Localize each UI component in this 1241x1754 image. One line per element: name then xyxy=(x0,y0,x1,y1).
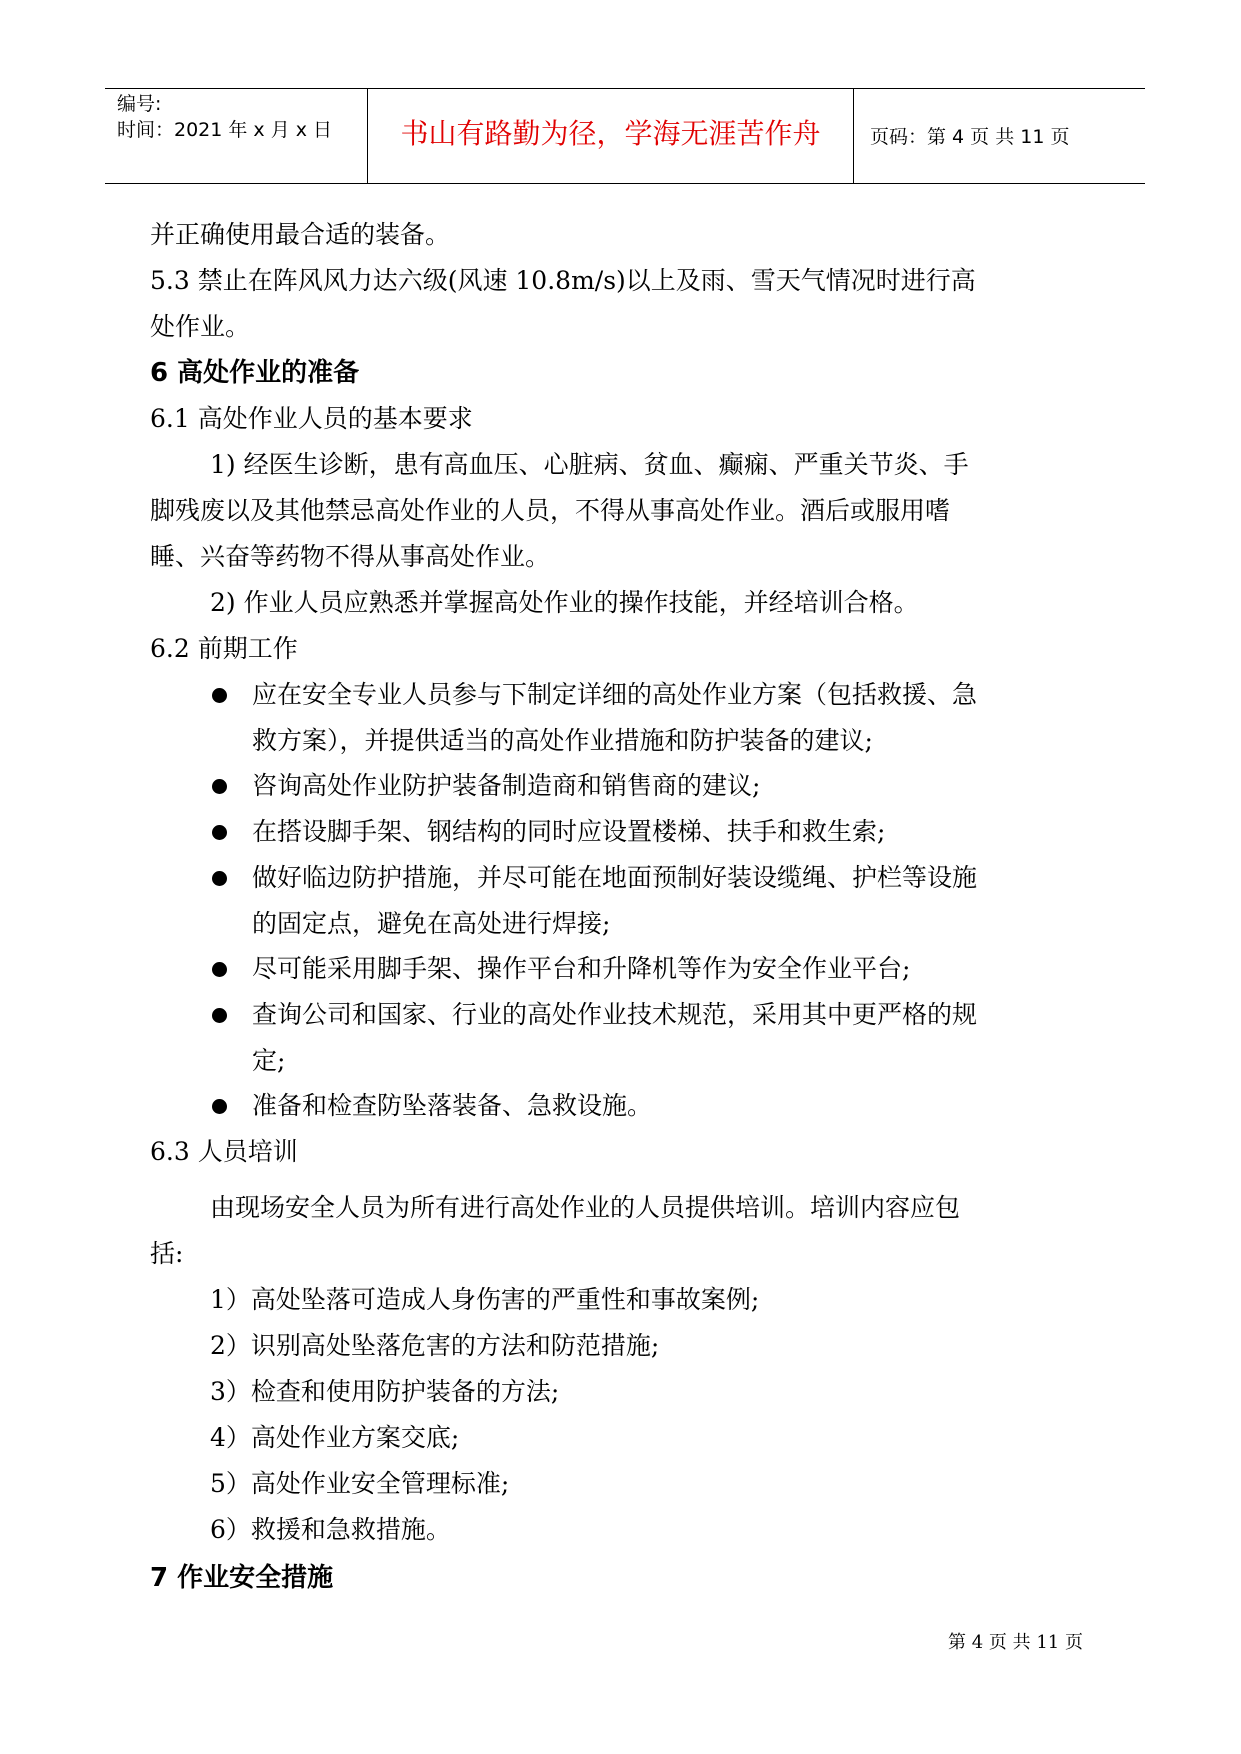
text-line: 脚残废以及其他禁忌高处作业的人员，不得从事高处作业。酒后或服用嗜 xyxy=(150,496,951,525)
list-item: 在搭设脚手架、钢结构的同时应设置楼梯、扶手和救生索; xyxy=(252,817,886,846)
bullet-icon xyxy=(212,688,227,703)
list-item: 做好临边防护措施，并尽可能在地面预制好装设缆绳、护栏等设施 xyxy=(252,863,978,892)
list-item: 咨询高处作业防护装备制造商和销售商的建议; xyxy=(252,771,761,800)
bullet-icon xyxy=(212,871,227,886)
text-line: 处作业。 xyxy=(150,312,251,341)
document-number-label: 编号: xyxy=(117,93,162,115)
list-item: 2）识别高处坠落危害的方法和防范措施; xyxy=(210,1331,660,1360)
document-time-label: 时间：2021 年 x 月 x 日 xyxy=(117,119,333,141)
text-line: 5.3 禁止在阵风风力达六级(风速 10.8m/s)以上及雨、雪天气情况时进行高 xyxy=(150,266,976,295)
page-footer-number: 第 4 页 共 11 页 xyxy=(948,1632,1083,1653)
list-item: 3）检查和使用防护装备的方法; xyxy=(210,1377,560,1406)
list-item: 准备和检查防坠落装备、急救设施。 xyxy=(252,1091,653,1120)
bullet-icon xyxy=(212,962,227,977)
list-item: 定; xyxy=(252,1046,286,1075)
text-line: 2) 作业人员应熟悉并掌握高处作业的操作技能，并经培训合格。 xyxy=(210,588,919,617)
list-item: 4）高处作业方案交底; xyxy=(210,1423,460,1452)
list-item: 应在安全专业人员参与下制定详细的高处作业方案（包括救援、急 xyxy=(252,680,978,709)
section-heading-6: 6 高处作业的准备 xyxy=(150,358,360,388)
text-line: 括: xyxy=(150,1239,184,1268)
header-right-cell xyxy=(854,89,1145,183)
subsection-heading-6-1: 6.1 高处作业人员的基本要求 xyxy=(150,404,473,433)
list-item: 救方案），并提供适当的高处作业措施和防护装备的建议; xyxy=(252,726,873,755)
header-motto: 书山有路勤为径，学海无涯苦作舟 xyxy=(400,117,821,150)
bullet-icon xyxy=(212,779,227,794)
text-line: 由现场安全人员为所有进行高处作业的人员提供培训。培训内容应包 xyxy=(210,1193,961,1222)
text-line: 并正确使用最合适的装备。 xyxy=(150,220,451,249)
text-line: 1) 经医生诊断，患有高血压、心脏病、贫血、癫痫、严重关节炎、手 xyxy=(210,450,969,479)
text-line: 睡、兴奋等药物不得从事高处作业。 xyxy=(150,542,551,571)
bullet-icon xyxy=(212,1008,227,1023)
section-heading-7: 7 作业安全措施 xyxy=(150,1563,334,1593)
list-item: 的固定点，避免在高处进行焊接; xyxy=(252,909,611,938)
list-item: 尽可能采用脚手架、操作平台和升降机等作为安全作业平台; xyxy=(252,954,911,983)
header-page-number: 页码：第 4 页 共 11 页 xyxy=(870,126,1070,148)
header-center-cell xyxy=(368,89,854,183)
page-header xyxy=(105,88,1145,184)
list-item: 查询公司和国家、行业的高处作业技术规范，采用其中更严格的规 xyxy=(252,1000,978,1029)
subsection-heading-6-2: 6.2 前期工作 xyxy=(150,634,298,663)
bullet-icon xyxy=(212,1099,227,1114)
list-item: 6）救援和急救措施。 xyxy=(210,1515,451,1544)
bullet-icon xyxy=(212,825,227,840)
list-item: 1）高处坠落可造成人身伤害的严重性和事故案例; xyxy=(210,1285,760,1314)
header-left-cell xyxy=(105,89,368,183)
list-item: 5）高处作业安全管理标准; xyxy=(210,1469,510,1498)
subsection-heading-6-3: 6.3 人员培训 xyxy=(150,1137,298,1166)
